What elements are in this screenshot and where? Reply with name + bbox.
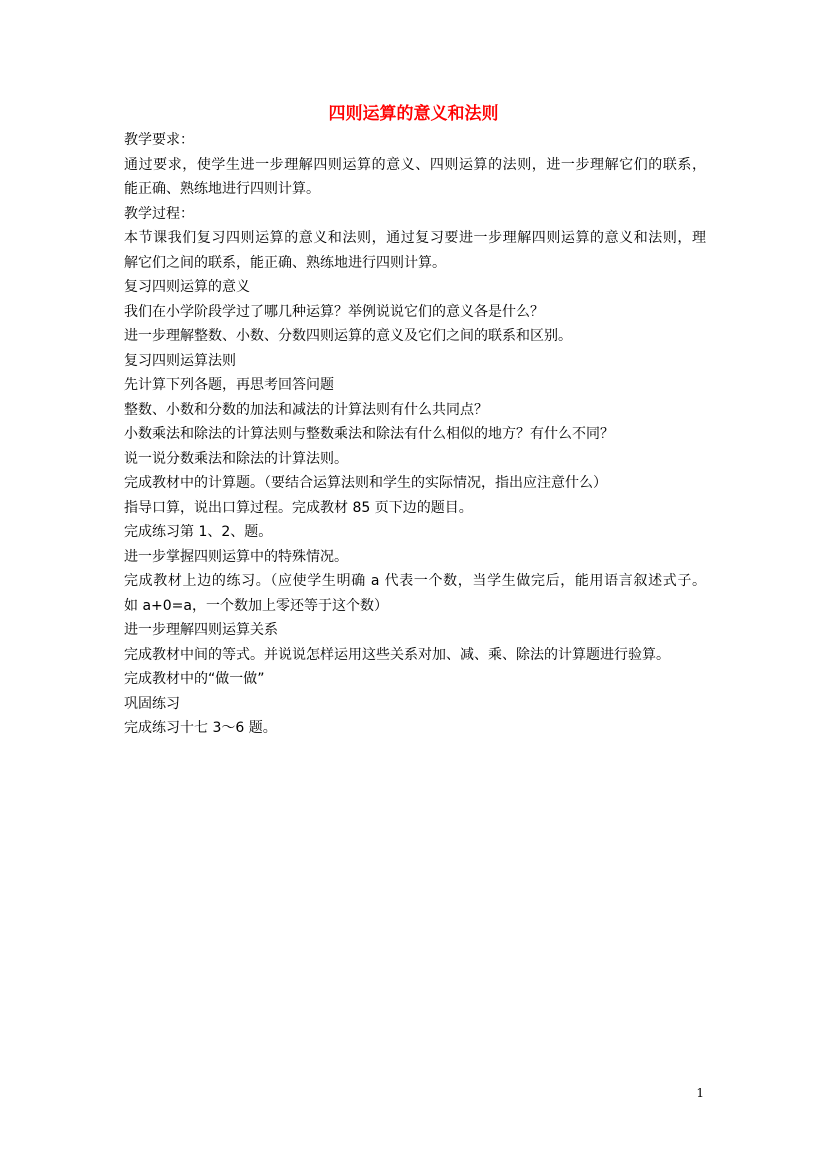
body-line: 能正确、熟练地进行四则计算。 [124,181,320,197]
body-line: 指导口算，说出口算过程。完成教材 85 页下边的题目。 [124,499,473,516]
body-line: 本节课我们复习四则运算的意义和法则，通过复习要进一步理解四则运算的意义和法则，理 [124,230,706,246]
body-line: 完成教材中间的等式。并说说怎样运用这些关系对加、减、乘、除法的计算题进行验算。 [124,646,670,663]
body-line: 进一步理解整数、小数、分数四则运算的意义及它们之间的联系和区别。 [124,328,572,344]
body-line: 我们在小学阶段学过了哪几种运算？举例说说它们的意义各是什么？ [124,303,544,320]
body-line: 解它们之间的联系，能正确、熟练地进行四则计算。 [124,254,446,271]
body-line: 完成教材中的“做一做” [124,671,265,687]
section-heading: 巩固练习 [124,695,180,712]
body-line: 小数乘法和除法的计算法则与整数乘法和除法有什么相似的地方？有什么不同？ [124,426,614,442]
section-heading: 复习四则运算法则 [124,352,236,369]
body-line: 完成教材中的计算题。（要结合运算法则和学生的实际情况，指出应注意什么） [124,475,607,491]
body-line: 教学过程： [124,205,194,222]
body-line: 先计算下列各题，再思考回答问题 [124,377,334,393]
body-line: 通过要求，使学生进一步理解四则运算的意义、四则运算的法则，进一步理解它们的联系， [124,156,706,173]
document-title: 四则运算的意义和法则 [328,104,499,124]
body-line: 完成教材上边的练习。（应使学生明确 a 代表一个数，当学生做完后，能用语言叙述式子。 [124,573,706,589]
body-line: 完成练习十七 3～6 题。 [124,720,277,736]
body-line: 整数、小数和分数的加法和减法的计算法则有什么共同点？ [124,401,488,418]
section-heading: 复习四则运算的意义 [124,279,250,295]
body-line: 进一步掌握四则运算中的特殊情况。 [124,548,348,565]
document-body [124,128,706,741]
body-line: 说一说分数乘法和除法的计算法则。 [124,450,348,467]
page-number: 1 [696,1086,704,1100]
body-line: 完成练习第 1、2、题。 [124,524,273,540]
section-heading: 进一步理解四则运算关系 [124,622,278,638]
body-line: 教学要求： [124,132,194,148]
body-line: 如 a+0=a，一个数加上零还等于这个数） [124,597,388,614]
